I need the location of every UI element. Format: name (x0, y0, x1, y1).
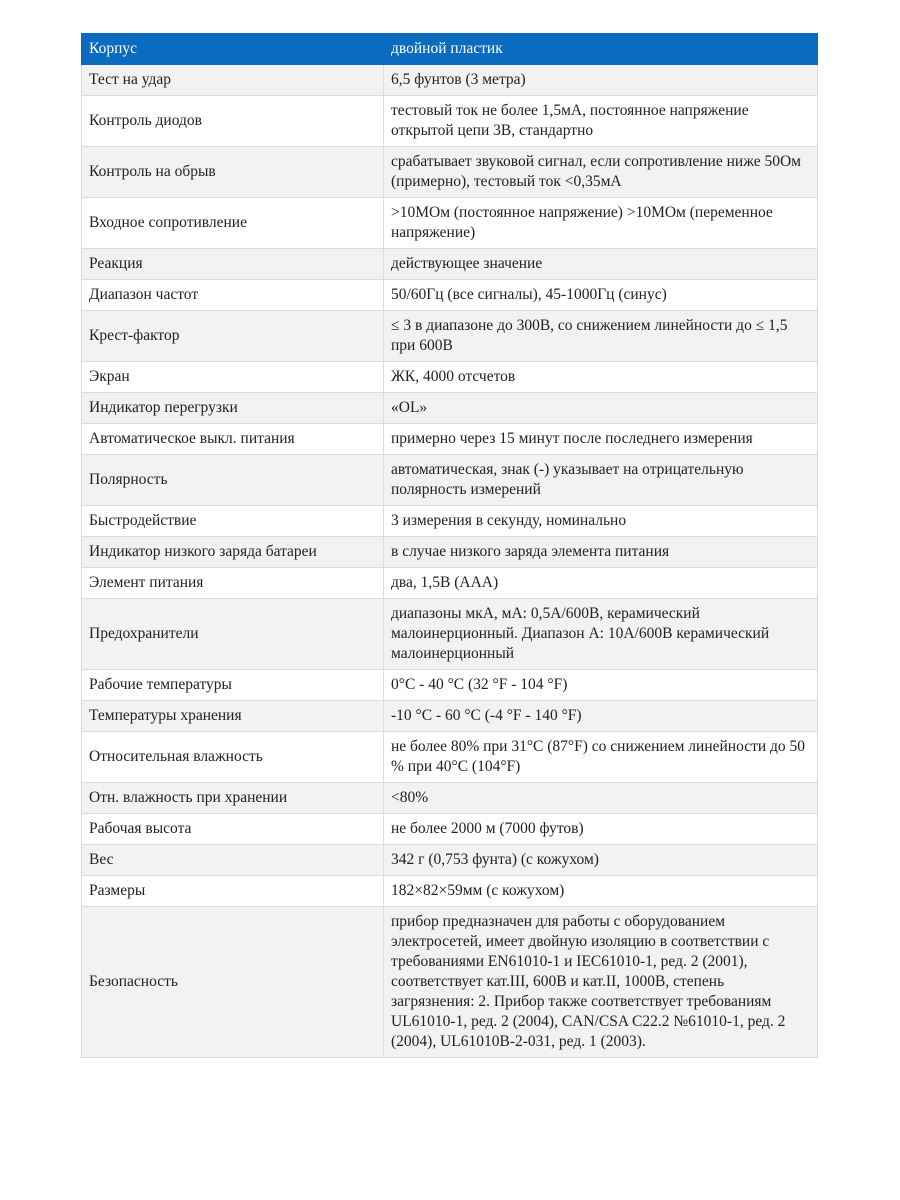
spec-name: Размеры (82, 876, 384, 907)
table-row (82, 393, 818, 424)
spec-name: Крест-фактор (82, 311, 384, 362)
spec-name: Относительная влажность (82, 732, 384, 783)
spec-value: 3 измерения в секунду, номинально (384, 506, 818, 537)
table-row (82, 670, 818, 701)
spec-name: Реакция (82, 249, 384, 280)
spec-name: Индикатор низкого заряда батареи (82, 537, 384, 568)
table-row (82, 96, 818, 147)
spec-name: Полярность (82, 455, 384, 506)
spec-value: диапазоны мкА, мА: 0,5A/600В, керамический малоинерционный. Диапазон А: 10A/600В керамический малоинерционный (384, 599, 818, 670)
table-row (82, 568, 818, 599)
table-row (82, 198, 818, 249)
spec-value: действующее значение (384, 249, 818, 280)
spec-name: Предохранители (82, 599, 384, 670)
spec-name: Диапазон частот (82, 280, 384, 311)
table-row (82, 362, 818, 393)
spec-name: Контроль на обрыв (82, 147, 384, 198)
spec-value: в случае низкого заряда элемента питания (384, 537, 818, 568)
spec-value: ≤ 3 в диапазоне до 300В, со снижением линейности до ≤ 1,5 при 600В (384, 311, 818, 362)
table-row (82, 876, 818, 907)
spec-value: 0°C - 40 °C (32 °F - 104 °F) (384, 670, 818, 701)
spec-value: 342 г (0,753 фунта) (с кожухом) (384, 845, 818, 876)
spec-value: <80% (384, 783, 818, 814)
spec-value: -10 °C - 60 °C (-4 °F - 140 °F) (384, 701, 818, 732)
table-row (82, 65, 818, 96)
table-row (82, 783, 818, 814)
spec-value: тестовый ток не более 1,5мА, постоянное напряжение открытой цепи 3В, стандартно (384, 96, 818, 147)
specifications-table (81, 33, 818, 1058)
spec-value: 182×82×59мм (с кожухом) (384, 876, 818, 907)
header-value: двойной пластик (384, 34, 818, 65)
table-row (82, 907, 818, 1058)
spec-value: >10МОм (постоянное напряжение) >10МОм (переменное напряжение) (384, 198, 818, 249)
table-row (82, 732, 818, 783)
table-header-row (82, 34, 818, 65)
spec-value: 50/60Гц (все сигналы), 45-1000Гц (синус) (384, 280, 818, 311)
table-row (82, 845, 818, 876)
spec-value: ЖК, 4000 отсчетов (384, 362, 818, 393)
spec-value: срабатывает звуковой сигнал, если сопротивление ниже 50Ом (примерно), тестовый ток <0,35мА (384, 147, 818, 198)
table-row (82, 537, 818, 568)
spec-name: Отн. влажность при хранении (82, 783, 384, 814)
spec-value: прибор предназначен для работы с оборудованием электросетей, имеет двойную изоляцию в соответствии с требованиями EN61010-1 и IEC61010-1, ред. 2 (2001), соответствует кат.III, 600В и кат.II, 1000В, степень загрязнения: 2. Прибор также соответствует требованиям UL61010-1, ред. 2 (2004), CAN/CSA C22.2 №61010-1, ред. 2 (2004), UL61010B-2-031, ред. 1 (2003). (384, 907, 818, 1058)
table-row (82, 455, 818, 506)
spec-name: Контроль диодов (82, 96, 384, 147)
spec-name: Экран (82, 362, 384, 393)
spec-name: Безопасность (82, 907, 384, 1058)
spec-name: Индикатор перегрузки (82, 393, 384, 424)
spec-value: не более 80% при 31°C (87°F) со снижением линейности до 50 % при 40°C (104°F) (384, 732, 818, 783)
spec-name: Тест на удар (82, 65, 384, 96)
spec-value: два, 1,5В (AAA) (384, 568, 818, 599)
spec-value: автоматическая, знак (-) указывает на отрицательную полярность измерений (384, 455, 818, 506)
spec-value: «OL» (384, 393, 818, 424)
spec-name: Элемент питания (82, 568, 384, 599)
header-key: Корпус (82, 34, 384, 65)
spec-name: Рабочая высота (82, 814, 384, 845)
table-row (82, 280, 818, 311)
table-row (82, 599, 818, 670)
spec-value: 6,5 фунтов (3 метра) (384, 65, 818, 96)
table-row (82, 147, 818, 198)
spec-value: не более 2000 м (7000 футов) (384, 814, 818, 845)
spec-name: Вес (82, 845, 384, 876)
table-row (82, 249, 818, 280)
table-row (82, 424, 818, 455)
spec-value: примерно через 15 минут после последнего измерения (384, 424, 818, 455)
spec-name: Температуры хранения (82, 701, 384, 732)
table-row (82, 814, 818, 845)
spec-name: Автоматическое выкл. питания (82, 424, 384, 455)
table-row (82, 311, 818, 362)
table-row (82, 506, 818, 537)
spec-name: Входное сопротивление (82, 198, 384, 249)
spec-name: Рабочие температуры (82, 670, 384, 701)
spec-name: Быстродействие (82, 506, 384, 537)
table-row (82, 701, 818, 732)
